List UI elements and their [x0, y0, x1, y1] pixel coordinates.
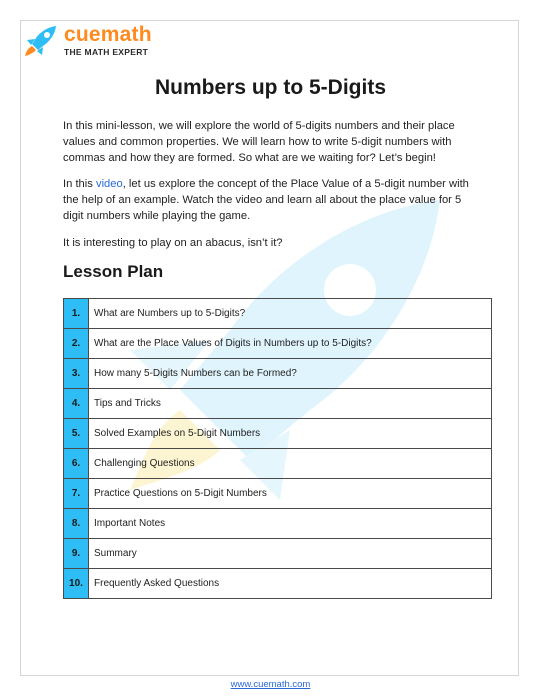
lesson-plan-topic[interactable]: Tips and Tricks: [89, 389, 492, 419]
lesson-plan-topic[interactable]: What are Numbers up to 5-Digits?: [89, 299, 492, 329]
lesson-plan-row[interactable]: [64, 449, 492, 479]
lesson-plan-table: [63, 298, 492, 599]
lesson-plan-topic[interactable]: Frequently Asked Questions: [89, 569, 492, 599]
lesson-plan-number: 1.: [64, 299, 89, 329]
lesson-plan-number: 2.: [64, 329, 89, 359]
lesson-plan-topic[interactable]: Challenging Questions: [89, 449, 492, 479]
abacus-paragraph: It is interesting to play on an abacus, isn’t it?: [63, 237, 283, 249]
cuemath-logo[interactable]: [22, 24, 152, 58]
lesson-plan-topic[interactable]: Solved Examples on 5-Digit Numbers: [89, 419, 492, 449]
lesson-plan-row[interactable]: [64, 479, 492, 509]
video-text-before: In this: [63, 178, 96, 190]
video-link[interactable]: video: [95, 178, 123, 190]
rocket-icon: [22, 24, 60, 58]
brand-tagline: THE MATH EXPERT: [64, 47, 149, 57]
lesson-plan-row[interactable]: [64, 569, 492, 599]
lesson-plan-row[interactable]: [64, 329, 492, 359]
lesson-plan-number: 9.: [64, 539, 89, 569]
lesson-plan-topic[interactable]: Important Notes: [89, 509, 492, 539]
lesson-plan-number: 6.: [64, 449, 89, 479]
lesson-plan-heading: Lesson Plan: [63, 262, 164, 281]
lesson-plan-number: 4.: [64, 389, 89, 419]
video-text-after: , let us explore the concept of the Place Value of a 5-digit number with the help of an example. Watch the video and learn all about the place value for 5 digit numbers while playing the game.: [63, 178, 469, 222]
video-paragraph: [63, 176, 483, 224]
lesson-plan-row[interactable]: [64, 539, 492, 569]
footer-link[interactable]: www.cuemath.com: [230, 679, 311, 690]
lesson-plan-number: 10.: [64, 569, 89, 599]
lesson-plan-number: 5.: [64, 419, 89, 449]
lesson-plan-topic[interactable]: What are the Place Values of Digits in Numbers up to 5-Digits?: [89, 329, 492, 359]
page-title: Numbers up to 5-Digits: [154, 76, 386, 99]
lesson-plan-number: 7.: [64, 479, 89, 509]
lesson-plan-topic[interactable]: Summary: [89, 539, 492, 569]
lesson-plan-row[interactable]: [64, 509, 492, 539]
lesson-plan-row[interactable]: [64, 359, 492, 389]
lesson-plan-topic[interactable]: Practice Questions on 5-Digit Numbers: [89, 479, 492, 509]
brand-name: cuemath: [64, 23, 152, 46]
lesson-plan-row[interactable]: [64, 389, 492, 419]
lesson-plan-number: 3.: [64, 359, 89, 389]
lesson-plan-number: 8.: [64, 509, 89, 539]
intro-paragraph: In this mini-lesson, we will explore the world of 5-digits numbers and their place values and common properties. We will learn how to write 5-digit numbers with commas and how they are formed. So what are we waiting for? Let’s begin!: [63, 120, 455, 164]
lesson-plan-row[interactable]: [64, 299, 492, 329]
lesson-plan-row[interactable]: [64, 419, 492, 449]
lesson-plan-topic[interactable]: How many 5-Digits Numbers can be Formed?: [89, 359, 492, 389]
